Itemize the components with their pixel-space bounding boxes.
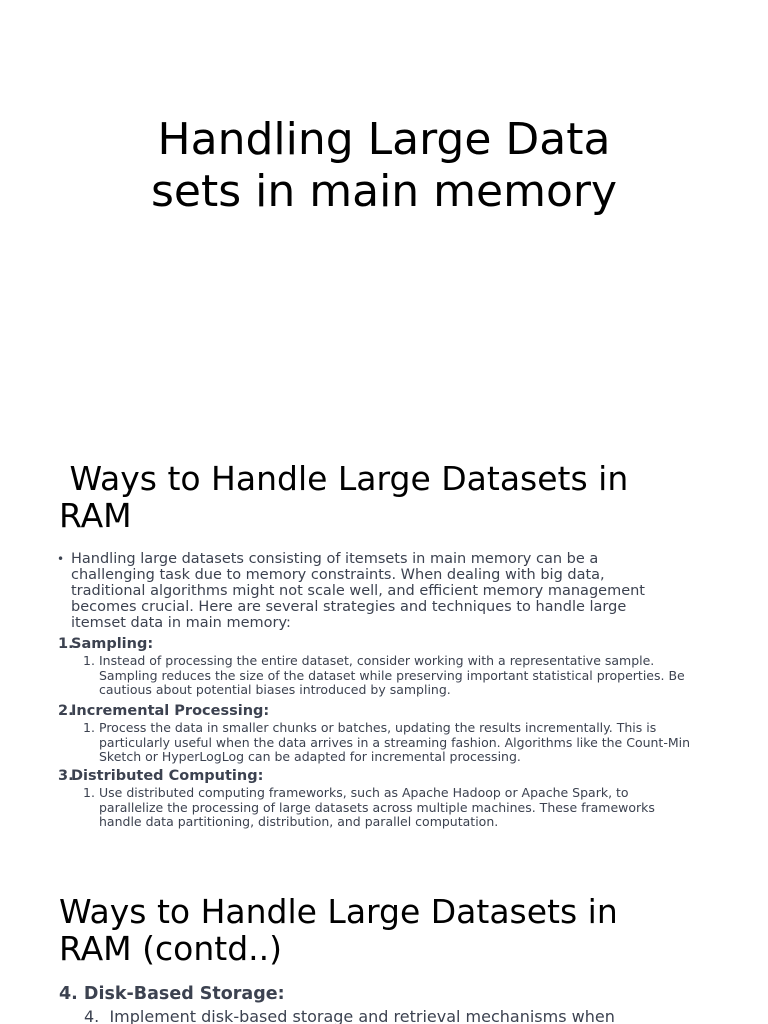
slide-title-line: Handling Large Data bbox=[157, 114, 611, 165]
strategy-heading bbox=[58, 636, 738, 653]
description-line: Sampling reduces the size of the dataset while preserving important statistical properties. Be bbox=[99, 667, 685, 683]
heading-line: Ways to Handle Large Datasets in bbox=[59, 459, 629, 498]
description-line: particularly useful when the data arrives in a streaming fashion. Algorithms like the Count-Min bbox=[99, 734, 691, 750]
bullet-icon: • bbox=[57, 552, 65, 566]
strategy-number: 2. bbox=[58, 703, 74, 719]
strategy-number: 3. bbox=[58, 768, 74, 784]
strategy-name: Distributed Computing: bbox=[71, 768, 264, 784]
slide-title bbox=[0, 114, 768, 218]
strategy-description bbox=[58, 721, 738, 765]
intro-line: itemset data in main memory: bbox=[71, 615, 291, 631]
description-line: Sketch or HyperLogLog can be adapted for incremental processing. bbox=[99, 749, 521, 764]
section-heading bbox=[59, 460, 749, 534]
intro-line: becomes crucial. Here are several strategies and techniques to handle large bbox=[71, 599, 627, 615]
sub-item-number: 1. bbox=[83, 785, 95, 800]
strategy-item-distributed bbox=[58, 768, 738, 830]
intro-line: challenging task due to memory constraints. When dealing with big data, bbox=[71, 567, 605, 583]
intro-paragraph bbox=[57, 551, 707, 631]
description-line: cautious about potential biases introduced by sampling. bbox=[99, 682, 451, 697]
strategy-name: Incremental Processing: bbox=[71, 703, 270, 719]
heading-line: RAM bbox=[59, 496, 132, 535]
description-line: Process the data in smaller chunks or batches, updating the results incrementally. This is bbox=[99, 720, 657, 735]
slide-title-line: sets in main memory bbox=[150, 166, 618, 217]
description-line: Use distributed computing frameworks, such as Apache Hadoop or Apache Spark, to bbox=[99, 785, 629, 800]
intro-line: Handling large datasets consisting of itemsets in main memory can be a bbox=[71, 551, 599, 567]
strategy-heading bbox=[58, 768, 738, 785]
section-heading-contd bbox=[59, 893, 749, 967]
heading-line: RAM (contd..) bbox=[59, 929, 282, 968]
heading-line: Ways to Handle Large Datasets in bbox=[59, 892, 618, 931]
intro-text bbox=[71, 551, 707, 631]
strategy-description bbox=[58, 786, 738, 830]
strategy-name: Sampling: bbox=[71, 636, 154, 652]
strategy-description-disk-storage: 4. Implement disk-based storage and retrieval mechanisms when bbox=[84, 1007, 615, 1024]
strategy-heading bbox=[58, 703, 738, 720]
strategy-item-sampling bbox=[58, 636, 738, 698]
strategy-description bbox=[58, 654, 738, 698]
strategy-item-incremental bbox=[58, 703, 738, 765]
sub-item-number: 1. bbox=[83, 720, 95, 735]
strategy-heading-disk-storage: 4. Disk-Based Storage: bbox=[59, 984, 285, 1004]
strategy-number: 1. bbox=[58, 636, 74, 652]
description-line: handle data partitioning, distribution, and parallel computation. bbox=[99, 814, 499, 829]
description-line: Instead of processing the entire dataset, consider working with a representative sample. bbox=[99, 653, 655, 668]
intro-line: traditional algorithms might not scale well, and efficient memory management bbox=[71, 583, 645, 599]
description-line: parallelize the processing of large datasets across multiple machines. These frameworks bbox=[99, 799, 655, 815]
sub-item-number: 1. bbox=[83, 653, 95, 668]
